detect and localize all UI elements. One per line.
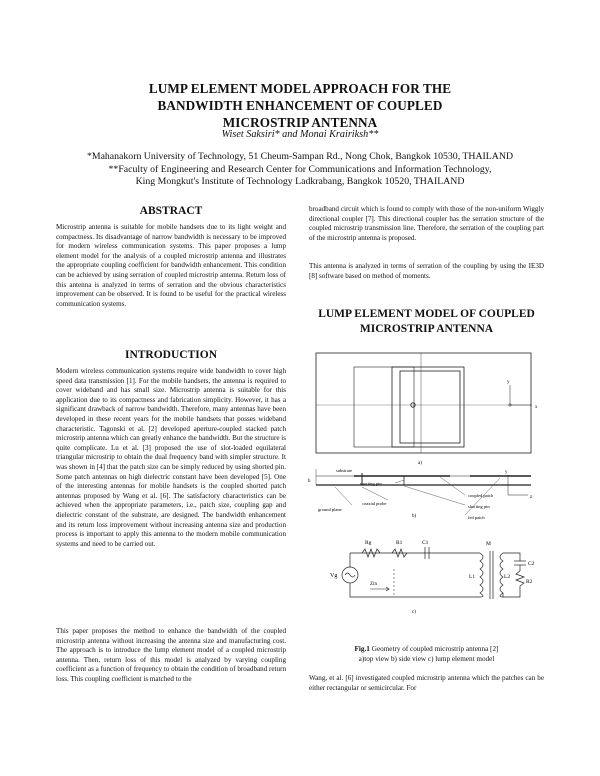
affiliations	[40, 151, 560, 189]
coupled-patch-inner	[400, 371, 460, 443]
abstract-heading: ABSTRACT	[139, 205, 203, 217]
caption-line-1	[309, 645, 544, 655]
caption-fig-number: Fig.1	[354, 645, 370, 653]
figure-caption	[309, 645, 544, 664]
paper-title	[60, 80, 540, 131]
title-line-2: BANDWIDTH ENHANCEMENT OF COUPLED	[157, 98, 443, 113]
lump-heading-line-2: MICROSTRIP ANTENNA	[359, 323, 494, 335]
r2-zigzag	[516, 571, 524, 586]
label-r1: R1	[396, 540, 403, 546]
caption-line-2: a)top view b) side view c) lump element model	[358, 654, 495, 663]
right-paragraph-1: broadband circuit which is found to comply with those of the non-uniform Wiggly directional coupler [7]. This directional coupler has the serration structure of the coupled microstrip transmission line. Therefore, the serration of the coupling part of the microstrip antenna is proposed.	[309, 205, 544, 242]
ground-plane-outline	[316, 353, 531, 453]
label-rg: Rg	[365, 540, 372, 546]
axis-y-side: y	[505, 470, 508, 475]
axis-y-top: y	[507, 380, 510, 385]
label-c2: C2	[528, 561, 535, 567]
label-coaxial-probe: coaxial probe	[362, 501, 387, 506]
label-shorting-pin: shorting pin	[360, 481, 382, 486]
l2-coil	[500, 553, 503, 597]
title-line-1: LUMP ELEMENT MODEL APPROACH FOR THE	[148, 81, 452, 96]
top-view	[316, 353, 531, 453]
affiliation-1: *Mahanakorn University of Technology, 51 Cheum-Sampan Rd., Nong Chok, Bangkok 10530, THAILAND	[86, 151, 514, 162]
label-vg: Vg	[330, 573, 338, 579]
affiliation-2: **Faculty of Engineering and Research Center for Communications and Information Technology,	[108, 163, 492, 175]
label-m: M	[486, 541, 491, 547]
affiliation-3: King Mongkut's Institute of Technology Ladkrabang, Bangkok 10520, THAILAND	[135, 176, 465, 188]
label-l2: L2	[504, 574, 511, 580]
coupled-patch-top	[392, 367, 464, 447]
label-h: h	[308, 479, 311, 484]
secondary-wire	[503, 553, 520, 561]
axis-z-side: z	[530, 495, 533, 500]
sub-label-a: a)	[418, 461, 422, 466]
right-paragraph-3: Wang, et al. [6] investigated coupled microstrip antenna which the patches can be either rectangular or semicircular. For	[309, 674, 544, 692]
right-paragraph-2: This antenna is analyzed in terms of serration of the coupling by using the IE3D [8] software based on method of moments.	[309, 262, 544, 280]
label-coupled-patch: coupled patch	[468, 493, 494, 498]
fed-patch-top	[354, 367, 414, 447]
label-shorting-pin-2: shorting pin	[468, 504, 490, 509]
title-line-3: MICROSTRIP ANTENNA	[222, 115, 378, 130]
circuit	[342, 547, 526, 599]
authors: Wiset Saksiri* and Monai Krairiksh**	[221, 129, 379, 140]
axes-top	[509, 385, 532, 406]
label-zin: Zin	[370, 582, 377, 587]
sub-label-c: c)	[412, 610, 416, 615]
lump-heading-line-1: LUMP ELEMENT MODEL OF COUPLED	[318, 308, 535, 320]
antenna-figure	[300, 345, 550, 620]
intro-paragraph-2: This paper proposes the method to enhance the bandwidth of the coupled microstrip antenna without increasing the antenna size and manufacturing cost. The approach is to introduce the lump element model of a coupled microstrip antenna. Then, return loss of this model is analyzed by varying coupling coefficient as a function of frequency to obtain the condition of broadband return loss. This coupling coefficient is matched to the	[56, 627, 286, 683]
intro-paragraph-1: Modern wireless communication systems require wide bandwidth to cover high speed data transmission [1]. For the mobile handsets, the antenna is required to cover wideband and has small size. Microstrip antenna is suitable for this application due to its compactness and fabrication simplicity. However, it has a significant drawback of narrow bandwidth. Therefore, many antennas have been developed in these recent years for the mobile handsets that posses wideband characteristic. Tagonski et al. [2] developed aperture-coupled stacked patch microstrip antenna which can greatly enhance the bandwidth. But the structure is quite complicate. Lu et al. [3] proposed the use of slot-loaded equilateral triangular microstrip to obtain the dual frequency band with simpler structure. It was shown in [4] that the patch size can be simply reduced by using shorted pin. Some patch antennas on high dielectric constant have been developed [5]. One of the interesting antennas for mobile handsets is the coupled shorted patch antennas proposed by Wang et al. [6]. The satisfactory characteristics can be achieved when the appropriate parameters, i.e., patch size, coupling gap and dielectric constant of the substrate, are designed. The bandwidth enhancement and its return loss improvement without increasing antenna size and production process is important to apply this antenna to the modern mobile communication systems and need to be carried out.	[56, 367, 286, 548]
l1-coil	[480, 553, 483, 597]
label-r2: R2	[526, 579, 533, 585]
label-fed-patch: fed patch	[468, 515, 485, 520]
label-c1: C1	[422, 540, 429, 546]
sub-label-b: b)	[412, 514, 417, 519]
label-substrate: substrate	[336, 468, 352, 473]
lump-section-heading	[309, 307, 544, 337]
abstract-text: Microstrip antenna is suitable for mobile handsets due to its light weight and compactness. Its disadvantage of narrow bandwidth is necessary to be improved for modern wireless communication systems. This paper proposes a lump element model for the analysis of a coupled microstrip antenna and illustrates the appropriate coupling coefficient for bandwidth enhancement. This condition can be achieved by using serration of coupled microstrip antenna. Return loss of this antenna is analyzed in terms of serration and the obvious characteristics improvement can be observed. It is found to be useful for the practical wireless communication systems.	[56, 223, 286, 308]
label-l1: L1	[469, 574, 476, 580]
introduction-heading: INTRODUCTION	[124, 349, 217, 361]
caption-title: Geometry of coupled microstrip antenna [2]	[369, 645, 499, 653]
axis-x-top: x	[535, 405, 538, 410]
label-ground-plane: ground plane	[318, 507, 342, 512]
